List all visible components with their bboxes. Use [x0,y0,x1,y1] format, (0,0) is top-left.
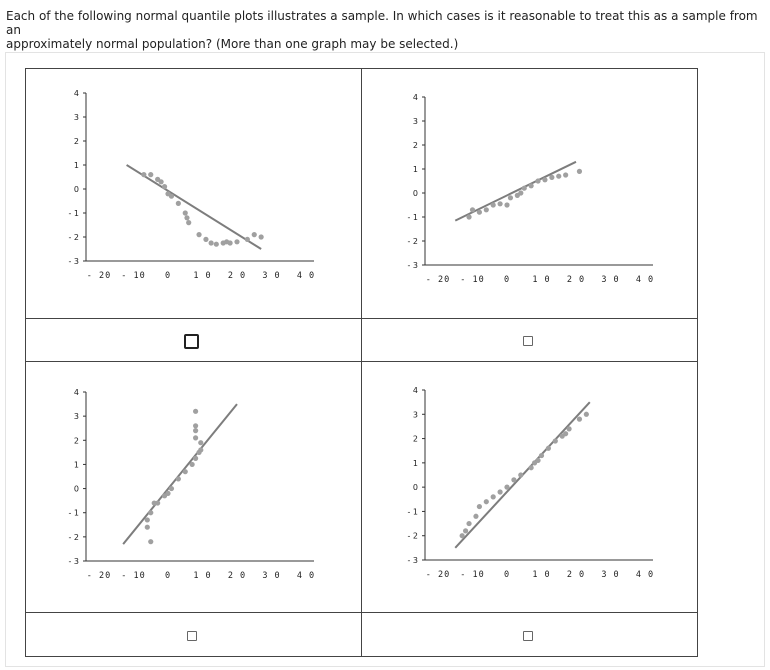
y-tick-label: 3 [412,410,418,420]
x-tick-label: 1 0 [532,570,551,580]
data-point [466,214,471,219]
option-cell-c[interactable] [25,612,362,657]
x-tick-label: 1 0 [532,275,551,285]
data-point [184,215,189,220]
data-point [542,177,547,182]
plot-cell-b [361,68,698,319]
data-point [511,477,516,482]
x-tick-label: - 10 [121,571,146,581]
data-point [198,440,203,445]
y-tick-label: - 1 [407,213,418,222]
y-tick-label: 3 [412,117,418,126]
data-point [484,207,489,212]
y-tick-label: 1 [412,458,418,468]
data-point [228,240,233,245]
reference-line [123,404,237,544]
data-point [549,175,554,180]
x-tick-label: 0 [503,570,511,580]
x-tick-label: 0 [164,271,172,281]
checkbox-option-c[interactable] [187,631,197,641]
data-point [518,190,523,195]
data-point [466,521,471,526]
data-point [539,453,544,458]
data-point [522,186,527,191]
y-tick-label: - 1 [68,508,79,518]
data-point [546,446,551,451]
data-point [553,438,558,443]
quantile-plot-d [362,362,697,612]
data-point [148,510,153,515]
y-tick-label: - 2 [407,531,418,541]
data-point [165,491,170,496]
plot-cell-a [25,68,362,319]
data-point [159,179,164,184]
data-point [209,240,214,245]
data-point [186,220,191,225]
x-tick-label: - 10 [460,570,485,580]
plot-cell-d [361,361,698,613]
data-point [470,207,475,212]
data-point [518,472,523,477]
data-point [463,528,468,533]
y-tick-label: 3 [73,113,79,122]
data-point [193,435,198,440]
y-tick-label: 0 [412,483,418,493]
data-point [183,469,188,474]
quantile-plot-a [26,69,361,318]
y-tick-label: 0 [73,185,79,194]
x-tick-label: 4 0 [635,275,655,285]
data-point [498,201,503,206]
x-tick-label: 0 [164,571,172,581]
quantile-plot-b [362,69,697,318]
data-point [155,500,160,505]
option-cell-a[interactable] [25,318,362,362]
x-tick-label: 0 [503,275,511,285]
data-point [577,417,582,422]
data-point [148,172,153,177]
data-point [190,462,195,467]
y-tick-label: - 3 [407,261,418,270]
y-tick-label: 4 [73,89,79,98]
data-point [198,447,203,452]
data-point [196,232,201,237]
y-tick-label: - 2 [68,532,79,542]
x-tick-label: 2 0 [227,571,247,581]
data-point [141,172,146,177]
x-tick-label: - 20 [425,570,451,580]
data-point [577,169,582,174]
answer-grid [25,68,698,658]
data-point [584,412,589,417]
y-tick-label: - 1 [407,507,418,517]
y-tick-label: 1 [412,165,418,174]
x-tick-label: - 10 [121,271,146,281]
data-point [567,426,572,431]
data-point [535,178,540,183]
y-tick-label: 2 [412,434,418,444]
data-point [477,210,482,215]
x-tick-label: 1 0 [193,271,212,281]
y-tick-label: 0 [73,484,79,494]
data-point [203,237,208,242]
data-point [145,525,150,530]
y-tick-label: 4 [412,93,418,102]
y-tick-label: 1 [73,460,79,470]
data-point [508,195,513,200]
data-point [234,239,239,244]
question-line-1: Each of the following normal quantile plots illustrates a sample. In which cases is it reasonable to treat this as a sample from an [6,9,758,37]
data-point [169,194,174,199]
data-point [529,465,534,470]
data-point [162,184,167,189]
checkbox-option-d[interactable] [523,631,533,641]
x-tick-label: 2 0 [227,271,247,281]
checkbox-option-a[interactable] [184,334,199,349]
x-tick-label: 1 0 [193,571,212,581]
y-tick-label: - 2 [68,233,79,242]
data-point [556,174,561,179]
x-tick-label: - 20 [86,571,112,581]
data-point [259,234,264,239]
y-tick-label: - 3 [68,257,79,266]
option-cell-d[interactable] [361,612,698,657]
reference-line [127,165,262,249]
data-point [484,499,489,504]
x-tick-label: - 20 [86,271,112,281]
y-tick-label: 2 [73,436,79,446]
x-tick-label: 3 0 [262,271,281,281]
option-cell-b[interactable] [361,318,698,362]
x-tick-label: - 10 [460,275,485,285]
data-point [145,517,150,522]
x-tick-label: 3 0 [262,571,281,581]
data-point [460,533,465,538]
data-point [491,202,496,207]
y-tick-label: 4 [412,386,418,395]
data-point [504,485,509,490]
x-tick-label: 3 0 [601,570,620,580]
y-tick-label: - 3 [68,557,79,566]
data-point [183,210,188,215]
data-point [193,428,198,433]
y-tick-label: 2 [73,137,79,146]
data-point [148,539,153,544]
data-point [193,423,198,428]
question-line-2: approximately normal population? (More than one graph may be selected.) [6,37,459,51]
x-tick-label: 4 0 [296,571,316,581]
data-point [245,237,250,242]
data-point [504,202,509,207]
data-point [563,172,568,177]
y-tick-label: - 2 [407,237,418,246]
data-point [252,232,257,237]
data-point [214,242,219,247]
x-tick-label: 4 0 [635,570,655,580]
y-tick-label: 0 [412,189,418,198]
y-tick-label: 3 [73,412,79,422]
x-tick-label: 4 0 [296,271,316,281]
x-tick-label: 3 0 [601,275,620,285]
data-point [563,431,568,436]
data-point [535,458,540,463]
data-point [477,504,482,509]
data-point [529,183,534,188]
checkbox-option-b[interactable] [523,336,533,346]
x-tick-label: - 20 [425,275,451,285]
data-point [193,409,198,414]
y-tick-label: - 3 [407,556,418,565]
data-point [473,514,478,519]
data-point [169,486,174,491]
data-point [491,494,496,499]
x-tick-label: 2 0 [566,570,586,580]
quantile-plot-c [26,362,361,612]
data-point [176,201,181,206]
data-point [176,476,181,481]
data-point [498,489,503,494]
y-tick-label: 2 [412,141,418,150]
data-point [193,456,198,461]
y-tick-label: 4 [73,388,79,397]
plot-cell-c [25,361,362,613]
y-tick-label: - 1 [68,209,79,218]
question-text [6,9,766,51]
x-tick-label: 2 0 [566,275,586,285]
y-tick-label: 1 [73,161,79,170]
